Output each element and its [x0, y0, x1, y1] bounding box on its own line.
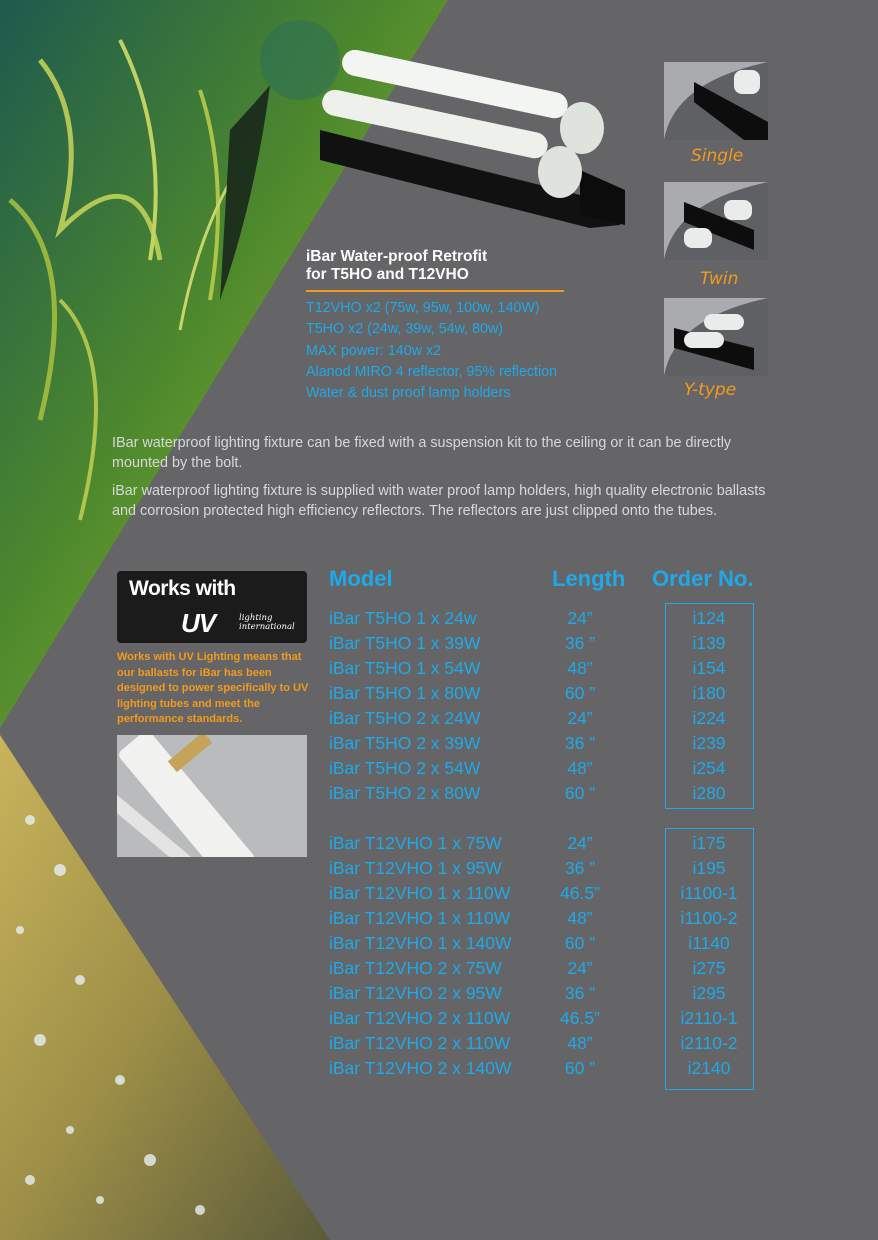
ytype-type-image	[664, 298, 768, 376]
model-cell: iBar T5HO 2 x 80W	[329, 783, 481, 803]
model-cell: iBar T5HO 1 x 54W	[329, 658, 481, 678]
order-number-cell: i2110-2	[680, 1033, 738, 1053]
order-number-cell: i239	[692, 733, 726, 753]
order-number-cell: i139	[692, 633, 726, 653]
spec-item: T5HO x2 (24w, 39w, 54w, 80w)	[306, 321, 504, 338]
model-cell: iBar T5HO 2 x 54W	[329, 758, 481, 778]
length-cell: 24”	[567, 958, 593, 978]
length-cell: 36 ”	[564, 858, 596, 878]
spec-item: MAX power: 140w x2	[306, 342, 442, 359]
table-row	[0, 856, 878, 881]
twin-type-image	[664, 182, 768, 260]
length-cell: 36 ”	[564, 733, 596, 753]
single-type-label: Single	[691, 146, 744, 166]
length-cell: 60 ”	[564, 933, 596, 953]
model-cell: iBar T12VHO 2 x 95W	[329, 983, 502, 1003]
model-cell: iBar T12VHO 1 x 95W	[329, 858, 502, 878]
fixture-image	[300, 50, 640, 240]
model-cell: iBar T12VHO 1 x 110W	[329, 908, 511, 928]
order-number-cell: i180	[692, 683, 726, 703]
length-cell: 24”	[567, 608, 593, 628]
model-cell: iBar T5HO 1 x 80W	[329, 683, 481, 703]
order-number-cell: i2140	[687, 1058, 731, 1078]
uv-logo-sub2: international	[239, 622, 295, 632]
order-number-cell: i280	[692, 783, 726, 803]
model-cell: iBar T12VHO 1 x 75W	[329, 833, 502, 853]
table-row	[0, 756, 878, 781]
model-cell: iBar T5HO 1 x 24w	[329, 608, 477, 628]
model-cell: iBar T12VHO 1 x 110W	[329, 883, 511, 903]
order-number-cell: i124	[692, 608, 726, 628]
table-row	[0, 1006, 878, 1031]
spec-item: Alanod MIRO 4 reflector, 95% reflection	[306, 363, 558, 380]
model-cell: iBar T5HO 2 x 24W	[329, 708, 481, 728]
length-cell: 60 ”	[564, 783, 596, 803]
table-row	[0, 781, 878, 806]
table-row	[0, 731, 878, 756]
table-row	[0, 1056, 878, 1081]
order-number-cell: i224	[692, 708, 726, 728]
order-number-cell: i1100-2	[680, 908, 738, 928]
order-column-header: Order No.	[652, 566, 754, 591]
title-divider	[306, 290, 564, 292]
table-row	[0, 881, 878, 906]
length-cell: 48”	[567, 658, 593, 678]
length-cell: 60 ”	[564, 1058, 596, 1078]
uv-logo: UV	[181, 608, 216, 638]
order-number-cell: i175	[692, 833, 726, 853]
order-number-cell: i2110-1	[680, 1008, 738, 1028]
table-row	[0, 631, 878, 656]
length-cell: 60 ”	[564, 683, 596, 703]
model-cell: iBar T5HO 1 x 39W	[329, 633, 481, 653]
twin-type-label: Twin	[700, 269, 739, 289]
length-cell: 46.5”	[560, 883, 600, 903]
table-row	[0, 831, 878, 856]
length-cell: 46.5”	[560, 1008, 600, 1028]
table-row	[0, 1031, 878, 1056]
length-column-header: Length	[552, 566, 626, 591]
spec-item: T12VHO x2 (75w, 95w, 100w, 140W)	[306, 300, 540, 316]
table-row	[0, 606, 878, 631]
length-cell: 36 ”	[564, 983, 596, 1003]
table-row	[0, 656, 878, 681]
table-row	[0, 906, 878, 931]
spec-list	[306, 298, 557, 404]
single-type-image	[664, 62, 768, 140]
model-cell: iBar T12VHO 2 x 110W	[329, 1008, 511, 1028]
model-cell: iBar T12VHO 2 x 110W	[329, 1033, 511, 1053]
model-cell: iBar T12VHO 2 x 140W	[329, 1058, 512, 1078]
order-number-cell: i1100-1	[680, 883, 738, 903]
product-title	[306, 248, 576, 284]
uv-compatibility-note: Works with UV Lighting means that our ballasts for iBar has been designed to power specifically to UV lighting tubes and meet the performance standards.	[117, 651, 309, 725]
model-column-header: Model	[329, 566, 393, 591]
length-cell: 24”	[567, 708, 593, 728]
length-cell: 48”	[567, 908, 593, 928]
table-row	[0, 956, 878, 981]
length-cell: 48”	[567, 1033, 593, 1053]
length-cell: 48”	[567, 758, 593, 778]
uv-logo-sub1: lighting	[239, 613, 273, 623]
table-row	[0, 681, 878, 706]
description-paragraph-1: IBar waterproof lighting fixture can be fixed with a suspension kit to the ceiling or it can be directly mounted by the bolt.	[112, 435, 732, 471]
order-number-cell: i1140	[688, 933, 730, 953]
product-title-line2: for T5HO and T12VHO	[306, 266, 469, 283]
order-number-cell: i154	[692, 658, 726, 678]
length-cell: 36 ”	[564, 633, 596, 653]
table-row	[0, 931, 878, 956]
product-title-line1: iBar Water-proof Retrofit	[306, 248, 488, 265]
description-paragraph-2: iBar waterproof lighting fixture is supplied with water proof lamp holders, high quality electronic ballasts and corrosion protected high efficiency reflectors. The reflectors are just clipped onto the tubes.	[112, 483, 766, 519]
works-with-text: Works with	[129, 577, 236, 600]
table-row	[0, 706, 878, 731]
order-number-cell: i195	[692, 858, 726, 878]
order-number-cell: i295	[692, 983, 726, 1003]
model-cell: iBar T5HO 2 x 39W	[329, 733, 481, 753]
spec-item: Water & dust proof lamp holders	[306, 385, 511, 402]
order-number-cell: i254	[692, 758, 726, 778]
ytype-type-label: Y-type	[684, 380, 737, 400]
table-row	[0, 981, 878, 1006]
length-cell: 24”	[567, 833, 593, 853]
order-number-cell: i275	[692, 958, 726, 978]
model-cell: iBar T12VHO 2 x 75W	[329, 958, 502, 978]
model-cell: iBar T12VHO 1 x 140W	[329, 933, 512, 953]
